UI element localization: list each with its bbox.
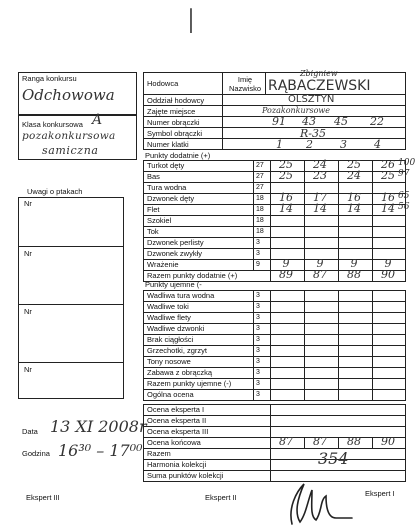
razem-value: 90: [381, 268, 395, 281]
max-points: 18: [256, 195, 264, 202]
nr-label: Nr: [24, 249, 32, 258]
score-value: 14: [279, 202, 293, 215]
score-value: 17: [313, 191, 327, 204]
max-points: 3: [256, 380, 260, 387]
data-label: Data: [22, 427, 38, 436]
nr-label: Nr: [24, 199, 32, 208]
zajete-value: Pozakonkursowe: [262, 106, 331, 115]
score-value: 14: [313, 202, 327, 215]
row-label: Grzechotki, zgrzyt: [147, 346, 208, 355]
score-value: 9: [384, 257, 392, 270]
score-value: 24: [313, 158, 327, 171]
ocena-label: Ocena końcowa: [147, 438, 201, 447]
row-label: Wadliwa tura wodna: [147, 291, 215, 300]
godzina-value: 16³⁰ – 17⁰⁰: [58, 441, 143, 460]
score-value: 9: [316, 257, 324, 270]
ekspert-ii-label: Ekspert II: [205, 493, 237, 502]
koncowa-value: 90: [381, 435, 395, 448]
score-value: 25: [347, 158, 361, 171]
ocena-label: Razem: [147, 449, 171, 458]
oddzial-value: OLSZTYN: [288, 94, 335, 105]
klasa-mark: A: [92, 112, 103, 128]
godzina-label: Godzina: [22, 449, 50, 458]
klasa-value-2: samiczna: [42, 144, 99, 157]
nazwisko-value: RĄBACZEWSKI: [268, 78, 371, 94]
razem-value: 88: [347, 268, 361, 281]
symbol-value: R-35: [300, 127, 326, 140]
row-label: Tok: [147, 227, 159, 236]
score-value: 25: [279, 158, 293, 171]
max-points: 3: [256, 347, 260, 354]
zajete-label: Zajęte miejsce: [147, 107, 196, 116]
obraczka-value-1: 91: [272, 115, 286, 128]
max-points: 3: [256, 292, 260, 299]
max-points: 27: [256, 173, 264, 180]
score-value: 16: [347, 191, 361, 204]
klasa-label: Klasa konkursowa: [22, 120, 83, 129]
uwagi-table: [18, 197, 124, 399]
score-value: 24: [347, 169, 361, 182]
koncowa-value: 87: [313, 435, 327, 448]
obraczka-value-3: 45: [334, 115, 348, 128]
row-label: Dzwonek dęty: [147, 194, 195, 203]
max-points: 3: [256, 336, 260, 343]
row-label: Razem punkty ujemne (-): [147, 379, 232, 388]
row-label: Szokiel: [147, 216, 172, 225]
row-label: Wadliwe toki: [147, 302, 189, 311]
page-mark: I: [186, 2, 197, 42]
score-value: 16: [279, 191, 293, 204]
row-total: 100: [398, 158, 416, 168]
data-value: 13 XI 2008r: [50, 417, 147, 436]
score-value: 14: [347, 202, 361, 215]
ujemne-title: Punkty ujemne (-: [145, 280, 202, 289]
row-total: 56: [398, 202, 410, 212]
max-points: 18: [256, 206, 264, 213]
ocena-label: Harmonia kolekcji: [147, 460, 207, 469]
row-label: Tony nosowe: [147, 357, 191, 366]
ocena-label: Suma punktów kolekcji: [147, 471, 224, 480]
klatka-label: Numer klatki: [147, 140, 189, 149]
klatka-value-1: 1: [276, 138, 283, 151]
ekspert-i-label: Ekspert I: [365, 489, 395, 498]
max-points: 3: [256, 250, 260, 257]
imie-nazwisko-label: Imię Nazwisko: [228, 75, 262, 93]
razem-kolekcji-value: 354: [318, 449, 349, 468]
expert-signature: [278, 478, 358, 528]
klatka-value-3: 3: [340, 138, 347, 151]
score-value: 25: [381, 169, 395, 182]
max-points: 3: [256, 303, 260, 310]
max-points: 3: [256, 369, 260, 376]
klatka-value-4: 4: [374, 138, 381, 151]
uwagi-label: Uwagi o ptakach: [27, 187, 83, 196]
max-points: 27: [256, 184, 264, 191]
obraczka-value-4: 22: [370, 115, 384, 128]
row-label: Wadliwe flety: [147, 313, 191, 322]
obraczka-label: Numer obrączki: [147, 118, 200, 127]
max-points: 9: [256, 261, 260, 268]
koncowa-value: 87: [279, 435, 293, 448]
hodowca-label: Hodowca: [147, 79, 179, 88]
ranga-value: Odchowowa: [22, 86, 115, 104]
max-points: 3: [256, 314, 260, 321]
max-points: 27: [256, 162, 264, 169]
score-value: 9: [350, 257, 358, 270]
max-points: 3: [256, 325, 260, 332]
row-label: Turkot dęty: [147, 161, 185, 170]
row-label: Dzwonek perlisty: [147, 238, 204, 247]
row-total: 65: [398, 191, 410, 201]
row-label: Tura wodna: [147, 183, 187, 192]
score-value: 26: [381, 158, 395, 171]
ocena-label: Ocena eksperta II: [147, 416, 207, 425]
row-label: Wadliwe dzwonki: [147, 324, 205, 333]
klatka-value-2: 2: [306, 138, 313, 151]
row-label: Bas: [147, 172, 160, 181]
obraczka-value-2: 43: [302, 115, 316, 128]
score-value: 14: [381, 202, 395, 215]
dodatnie-title: Punkty dodatnie (+): [145, 151, 211, 160]
row-label: Ogólna ocena: [147, 390, 194, 399]
ekspert-iii-label: Ekspert III: [26, 493, 60, 502]
oddzial-label: Oddział hodowcy: [147, 96, 205, 105]
koncowa-value: 88: [347, 435, 361, 448]
row-label: Wrażenie: [147, 260, 179, 269]
max-points: 3: [256, 358, 260, 365]
ocena-label: Ocena eksperta I: [147, 405, 205, 414]
symbol-label: Symbol obrączki: [147, 129, 203, 138]
razem-value: 89: [279, 268, 293, 281]
row-label: Flet: [147, 205, 160, 214]
row-total: 97: [398, 169, 410, 179]
ranga-label: Ranga konkursu: [22, 74, 77, 83]
max-points: 18: [256, 228, 264, 235]
razem-value: 87: [313, 268, 327, 281]
row-label: Zabawa z obrączką: [147, 368, 213, 377]
score-value: 16: [381, 191, 395, 204]
score-value: 23: [313, 169, 327, 182]
nr-label: Nr: [24, 307, 32, 316]
klasa-value-1: pozakonkursowa: [22, 130, 116, 142]
row-label: Dzwonek zwykły: [147, 249, 203, 258]
score-value: 9: [282, 257, 290, 270]
ocena-label: Ocena eksperta III: [147, 427, 209, 436]
row-label: Brak ciągłości: [147, 335, 194, 344]
max-points: 3: [256, 239, 260, 246]
max-points: 3: [256, 391, 260, 398]
razem-dodatnie-label: Razem punkty dodatnie (+): [147, 271, 238, 280]
max-points: 18: [256, 217, 264, 224]
nr-label: Nr: [24, 365, 32, 374]
imie-value: Zbigniew: [300, 69, 338, 78]
score-value: 25: [279, 169, 293, 182]
